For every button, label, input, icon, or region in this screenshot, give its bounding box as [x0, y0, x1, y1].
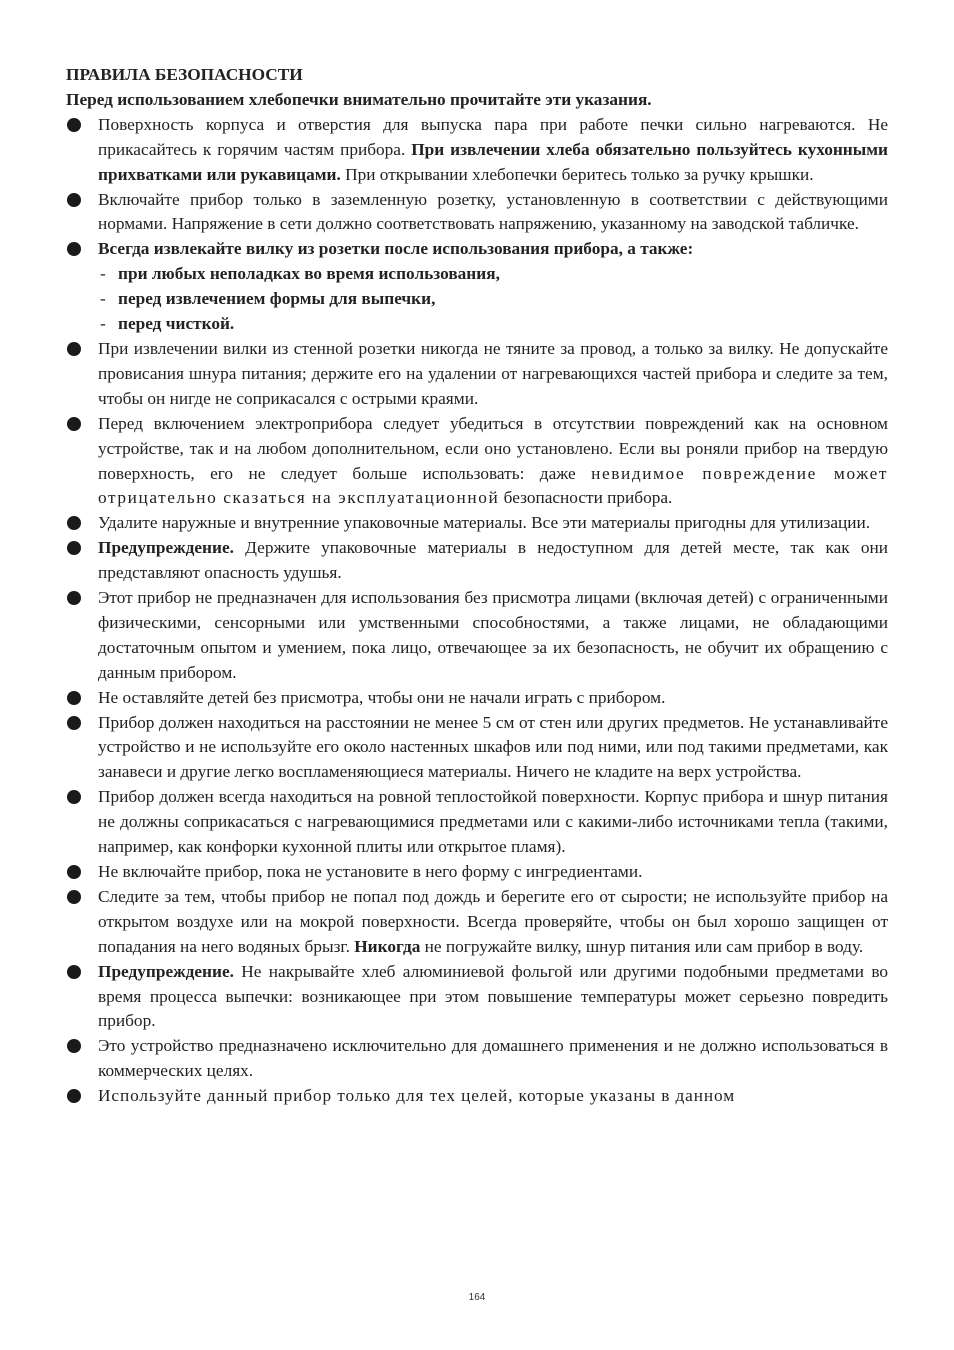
list-item: Включайте прибор только в заземленную розетку, установленную в соответствии с действующими нормами. Напряжение в сети должно соответствовать напряжению, указанному на заводской табличке. — [66, 188, 888, 238]
list-item: Не оставляйте детей без присмотра, чтобы они не начали играть с прибором. — [66, 686, 888, 711]
list-item: Следите за тем, чтобы прибор не попал под дождь и берегите его от сырости; не используйте прибор на открытом воздухе или на мокрой поверхности. Всегда проверяйте, чтобы он был хорошо защищен от попадания на него водяных брызг. Никогда не погружайте вилку, шнур питания или сам прибор в воду. — [66, 885, 888, 960]
page-title: ПРАВИЛА БЕЗОПАСНОСТИ — [66, 65, 303, 84]
list-item: Всегда извлекайте вилку из розетки после использования прибора, а также: - при любых неполадках во время использования, - перед извлечением формы для выпечки, - перед чисткой. — [66, 237, 888, 337]
list-item: Этот прибор не предназначен для использования без присмотра лицами (включая детей) с ограниченными физическими, сенсорными или умственными способностями, а также лицами, не обладающими достаточным опытом и умением, пока лицо, отвечающее за их безопасность, не обучит их обращению с данным прибором. — [66, 586, 888, 686]
page-number: 164 — [468, 1292, 486, 1303]
list-item: Прибор должен находиться на расстоянии не менее 5 см от стен или других предметов. Не устанавливайте устройство и не используйте его около настенных шкафов или под ними, или под такими предметами, как занавеси и другие легко воспламеняющиеся материалы. Ничего не кладите на верх устройства. — [66, 711, 888, 786]
sub-list-item: - перед чисткой. — [98, 312, 888, 337]
sub-list — [98, 262, 888, 337]
list-item: Предупреждение. Не накрывайте хлеб алюминиевой фольгой или другими подобными предметами во время процесса выпечки: возникающее при этом повышение температуры может серьезно повредить прибор. — [66, 960, 888, 1035]
list-item: Прибор должен всегда находиться на ровной теплостойкой поверхности. Корпус прибора и шнур питания не должны соприкасаться с нагревающимися предметами или с какими-либо источниками тепла (такими, например, как конфорки кухонной плиты или открытое пламя). — [66, 785, 888, 860]
safety-list — [66, 113, 888, 1109]
list-item: Удалите наружные и внутренние упаковочные материалы. Все эти материалы пригодны для утилизации. — [66, 511, 888, 536]
document-page — [66, 63, 888, 1109]
list-item: Предупреждение. Держите упаковочные материалы в недоступном для детей месте, так как они представляют опасность удушья. — [66, 536, 888, 586]
list-item: При извлечении вилки из стенной розетки никогда не тяните за провод, а только за вилку. Не допускайте провисания шнура питания; держите его на удалении от нагревающихся частей прибора и следите за тем, чтобы он нигде не соприкасался с острыми краями. — [66, 337, 888, 412]
list-item: Не включайте прибор, пока не установите в него форму с ингредиентами. — [66, 860, 888, 885]
list-item: Поверхность корпуса и отверстия для выпуска пара при работе печки сильно нагреваются. Не прикасайтесь к горячим частям прибора. При извлечении хлеба обязательно пользуйтесь кухонными прихватками или рукавицами. При открывании хлебопечки беритесь только за ручку крышки. — [66, 113, 888, 188]
sub-list-item: - при любых неполадках во время использования, — [98, 262, 888, 287]
list-item: Это устройство предназначено исключительно для домашнего применения и не должно использоваться в коммерческих целях. — [66, 1034, 888, 1084]
page-subtitle: Перед использованием хлебопечки внимательно прочитайте эти указания. — [66, 89, 652, 109]
list-item: Используйте данный прибор только для тех целей, которые указаны в данном — [66, 1084, 888, 1109]
sub-list-item: - перед извлечением формы для выпечки, — [98, 287, 888, 312]
list-item: Перед включением электроприбора следует убедиться в отсутствии повреждений как на основном устройстве, так и на любом дополнительном, если оно установлено. Если вы роняли прибор на твердую поверхность, его не следует больше использовать: даже невидимое повреждение может отрицательно сказаться на эксплуатационной безопасности прибора. — [66, 412, 888, 512]
